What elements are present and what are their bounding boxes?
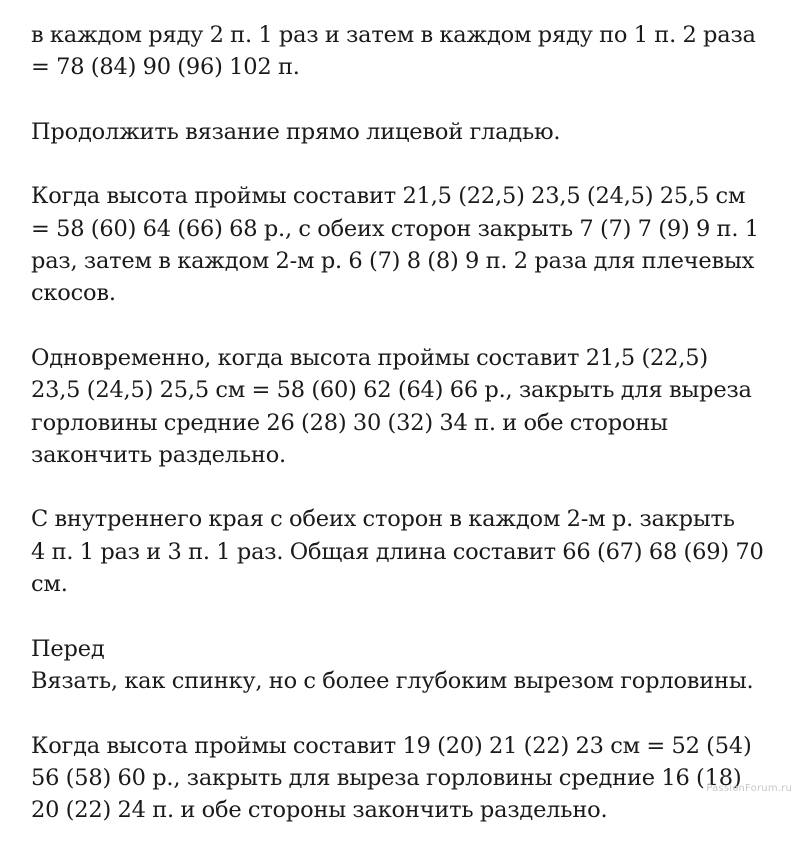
paragraph-continue-stockinette: [31, 116, 791, 148]
text-line: = 78 (84) 90 (96) 102 п.: [31, 54, 300, 81]
text-line: в каждом ряду 2 п. 1 раз и затем в каждом ряду по 1 п. 2 раза: [31, 22, 756, 48]
paragraph-shoulder-slopes: [31, 180, 791, 309]
text-line: 23,5 (24,5) 25,5 см = 58 (60) 62 (64) 66 р., закрыть для выреза: [31, 377, 752, 404]
text-line: закончить раздельно.: [31, 441, 287, 468]
paragraph-decrease-rows: [31, 19, 791, 84]
text-line: 20 (22) 24 п. и обе стороны закончить раздельно.: [31, 797, 608, 824]
text-line: раз, затем в каждом 2-м р. 6 (7) 8 (8) 9 п. 2 раза для плечевых: [31, 248, 755, 275]
paragraph-neckline-back: [31, 342, 791, 471]
text-line: см.: [31, 571, 68, 598]
text-line: Когда высота проймы составит 21,5 (22,5) 23,5 (24,5) 25,5 см: [31, 183, 746, 210]
paragraph-inner-edge: [31, 503, 791, 600]
paragraph-front-heading: [31, 633, 791, 698]
text-line: Вязать, как спинку, но с более глубоким вырезом горловины.: [31, 667, 754, 694]
text-line: Когда высота проймы составит 19 (20) 21 (22) 23 см = 52 (54): [31, 732, 752, 759]
text-line: Продолжить вязание прямо лицевой гладью.: [31, 118, 561, 145]
paragraph-neckline-front: [31, 730, 791, 827]
text-line: 4 п. 1 раз и 3 п. 1 раз. Общая длина составит 66 (67) 68 (69) 70: [31, 538, 764, 565]
text-line: Одновременно, когда высота проймы составит 21,5 (22,5): [31, 344, 708, 371]
watermark: PassionForum.ru: [706, 783, 792, 794]
section-heading-front: Перед: [31, 635, 105, 662]
text-line: скосов.: [31, 280, 116, 307]
document-page: [31, 19, 791, 859]
text-line: 56 (58) 60 р., закрыть для выреза горловины средние 16 (18): [31, 764, 742, 791]
text-line: = 58 (60) 64 (66) 68 р., с обеих сторон закрыть 7 (7) 7 (9) 9 п. 1: [31, 215, 759, 242]
text-line: горловины средние 26 (28) 30 (32) 34 п. и обе стороны: [31, 409, 668, 436]
text-line: С внутреннего края с обеих сторон в каждом 2-м р. закрыть: [31, 506, 735, 533]
